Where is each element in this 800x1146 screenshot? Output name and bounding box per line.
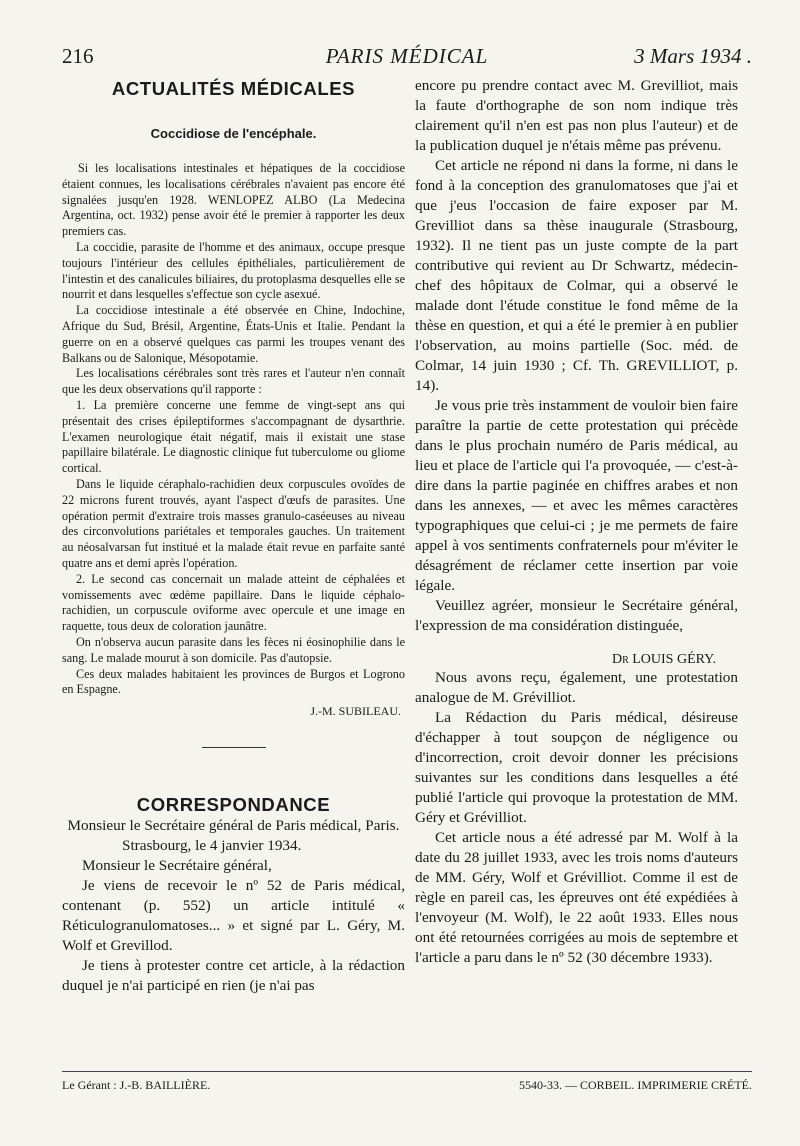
paragraph: 1. La première concerne une femme de vingt-sept ans qui présentait des crises épileptiformes s'accompagnant de dysarthrie. L'examen neurologique était négatif, mais il existait une stase papillaire bilatérale. Le diagnostic clinique fut tuberculome ou gliome cortical.	[62, 397, 405, 476]
section-title-correspondance: CORRESPONDANCE	[136, 794, 331, 816]
paragraph: Veuillez agréer, monsieur le Secrétaire général, l'expression de ma considération distinguée,	[415, 597, 738, 634]
paragraph: La coccidie, parasite de l'homme et des animaux, occupe presque toujours l'intérieur des cellules épithéliales, particulièrement de l'intestin et des canalicules biliaires, du protoplasma desquelles elle se nourrit et dans lesquelles s'effectue son cycle asexué.	[62, 239, 405, 302]
letter-addressee: Monsieur le Secrétaire général de Paris médical, Paris.	[67, 817, 400, 835]
paragraph: Je viens de recevoir le nº 52 de Paris médical, contenant (p. 552) un article intitulé « Réticulogranulomatoses... » et signé par L. Géry, M. Wolf et Grevillod.	[62, 877, 405, 955]
paragraph-continuation: encore pu prendre contact avec M. Grevilliot, mais la faute d'orthographe de son nom indique très clairement qu'il n'en est pas non plus l'auteur) et de la publication duquel je n'étais même pas prévenu.	[415, 77, 738, 154]
right-column	[415, 76, 738, 968]
footer-publisher: Le Gérant : J.-B. BAILLIÈRE.	[62, 1078, 211, 1092]
issue-date: 3 Mars 1934 .	[634, 44, 752, 68]
paragraph: On n'observa aucun parasite dans les fèces ni éosinophilie dans le sang. Le malade mourut à son domicile. Pas d'autopsie.	[62, 634, 405, 665]
paragraph: Ces deux malades habitaient les provinces de Burgos et Logrono en Espagne.	[62, 666, 405, 697]
paragraph: Si les localisations intestinales et hépatiques de la coccidiose étaient connues, les localisations cérébrales n'avaient pas encore été signalées jusqu'en 1928. WENLOPEZ ALBO (La Medecina Argentina, oct. 1932) pense avoir été le premier à rapporter les deux premiers cas.	[62, 161, 405, 239]
section-divider	[202, 747, 266, 748]
page-number: 216	[62, 44, 94, 68]
author-signature: J.-M. SUBILEAU.	[310, 704, 401, 719]
footer-printer: 5540-33. — CORBEIL. IMPRIMERIE CRÉTÉ.	[519, 1078, 752, 1092]
paragraph: Je tiens à protester contre cet article, à la rédaction duquel je n'ai participé en rien (je n'ai pas	[62, 957, 405, 995]
paragraph: Dans le liquide céraphalo-rachidien deux corpuscules ovoïdes de 22 microns furent trouvés, ayant l'aspect d'œufs de parasites. Une opération permit d'extraire trois masses granulo-caséeuses au niveau des circonvolutions pariétales et temporales gauches. Un traitement au néosalvarsan fut institué et la malade était revue en parfaite santé quatre ans et demi après l'opération.	[62, 476, 405, 570]
running-header	[62, 44, 752, 72]
paragraph: Je vous prie très instamment de vouloir bien faire paraître la partie de cette protestation qui précède dans le plus prochain numéro de Paris médical, au lieu et place de l'article qui l'a provoquée, — c'est-à-dire dans la partie paginée en chiffres arabes et non dans les annexes, — et avec les mêmes caractères typographiques que celui-ci ; je me permets de faire appel à vos sentiments confraternels pour m'éviter le désagrément de réclamer cette insertion par voie légale.	[415, 397, 738, 594]
editorial-note: La Rédaction du Paris médical, désireuse d'échapper à tout soupçon de négligence ou d'incorrection, croit devoir donner les précisions suivantes sur les conditions dans lesquelles a été publié l'article qui provoque la protestation de MM. Géry et Grévilliot.	[415, 709, 738, 826]
letter-body-left	[62, 816, 405, 996]
paragraph: La coccidiose intestinale a été observée en Chine, Indochine, Afrique du Sud, Brésil, Argentine, États-Unis et Italie. Pendant la guerre on en a observé quelques cas parmi les troupes venant des Balkans ou de Salonique, Mésopotamie.	[62, 303, 405, 365]
letter-salutation: Monsieur le Secrétaire général,	[82, 857, 272, 875]
paragraph: 2. Le second cas concernait un malade atteint de céphalées et vomissements avec œdème papillaire. Dans le liquide céphalo-rachidien, un corpuscule oviforme avec opercule et une image en raquette, tous deux de coloration jaunâtre.	[62, 571, 405, 634]
footer-rule	[62, 1071, 752, 1072]
editorial-note: Cet article nous a été adressé par M. Wolf à la date du 28 juillet 1933, avec les trois noms d'auteurs de MM. Géry, Wolf et Grévilliot. Comme il est de règle en pareil cas, les épreuves ont été expédiées à l'envoyeur (M. Wolf), le 22 août 1933. Elles nous ont été retournées corrigées au mois de septembre et l'article a paru dans le nº 52 (30 décembre 1933).	[415, 829, 738, 966]
letter-signature: Dr LOUIS GÉRY.	[611, 652, 716, 667]
paragraph: Cet article ne répond ni dans la forme, ni dans le fond à la conception des granulomatoses que j'ai et que j'eus l'occasion de faire exposer par M. Grevilliot dans sa thèse inaugurale (Strasbourg, 1932). Il ne tient pas un juste compte de la part contributive qui revient au Dr Schwartz, médecin-chef des hôpitaux de Colmar, qui a observé le malade dont l'étude constitue le fond même de la thèse en question, et qui a été le premier à en publier l'observation, au moins partielle (Soc. méd. de Colmar, 14 juin 1930 ; Cf. Th. GREVILLIOT, p. 14).	[415, 157, 738, 394]
left-column	[62, 78, 405, 996]
editorial-note: Nous avons reçu, également, une protestation analogue de M. Grévilliot.	[415, 669, 738, 706]
journal-title: PARIS MÉDICAL	[325, 44, 489, 68]
actualites-body	[62, 161, 405, 698]
letter-dateline: Strasbourg, le 4 janvier 1934.	[122, 837, 302, 855]
section-title-actualites: ACTUALITÉS MÉDICALES	[111, 78, 356, 99]
article-subtitle: Coccidiose de l'encéphale.	[150, 126, 317, 141]
page-footer	[62, 1078, 752, 1098]
paragraph: Les localisations cérébrales sont très rares et l'auteur n'en connaît que les deux observations qu'il rapporte :	[62, 366, 405, 397]
